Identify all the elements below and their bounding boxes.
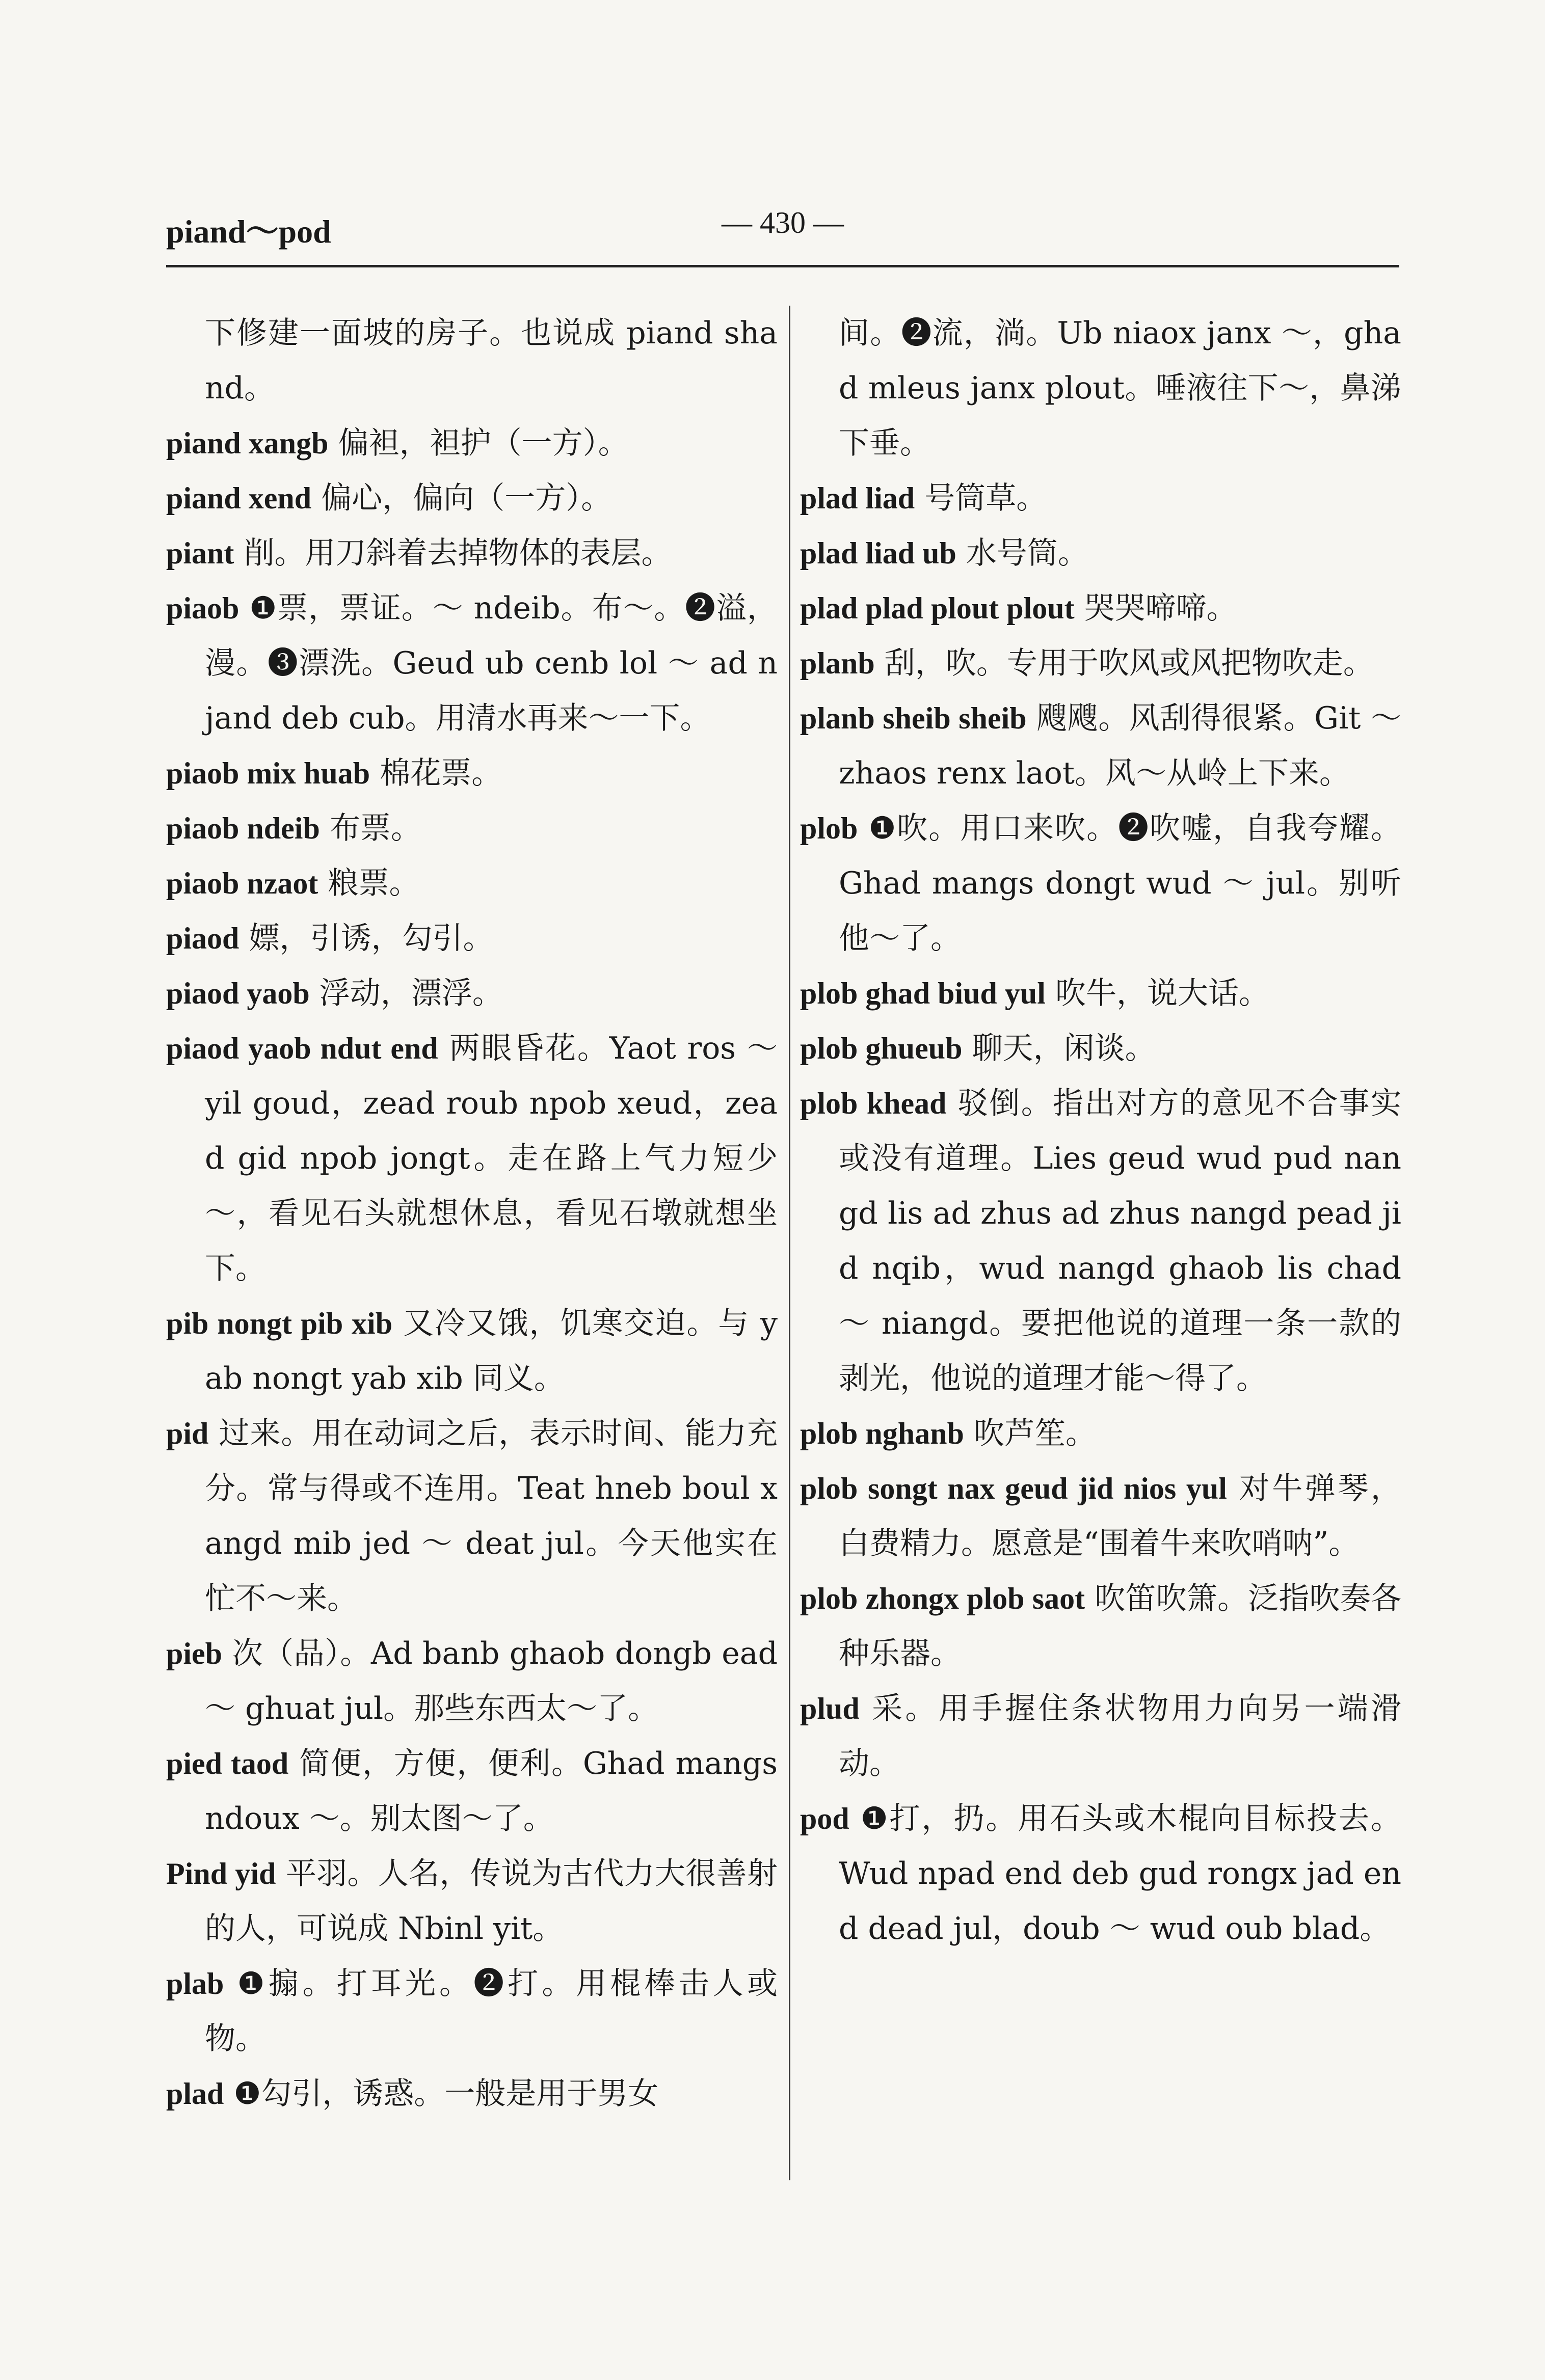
entry-definition: ❶搧。打耳光。❷打。用棍棒击人或物。 [205,1966,778,2057]
entry-headword: plob nghanb [800,1417,964,1450]
dictionary-entry [800,636,1401,691]
dictionary-entry [800,966,1401,1021]
dictionary-entry [166,581,778,746]
running-head: piand～pod [166,213,331,250]
column-divider [789,306,790,2180]
entry-definition: 平羽。人名，传说为古代力大很善射的人，可说成 Nbinl yit。 [205,1856,778,1946]
right-column [800,306,1401,1956]
entry-headword: plab [166,1967,224,2000]
dictionary-entry [800,1076,1401,1406]
entry-headword: pod [800,1802,849,1835]
entry-headword: plud [800,1692,860,1725]
entry-headword: piaob nzaot [166,867,318,900]
entry-headword: piaob ndeib [166,812,320,845]
dictionary-entry [800,1406,1401,1461]
entry-headword: pid [166,1417,209,1450]
dictionary-entry [800,1681,1401,1791]
entry-definition: 号筒草。 [915,480,1047,516]
entry-definition: 嫖，引诱，勾引。 [239,921,494,956]
entry-headword: plad plad plout plout [800,591,1075,625]
entry-definition: 次（品）。Ad banb ghaob dongb ead ～ ghuat jul。那些东西太～了。 [205,1636,778,1726]
entry-headword: plad liad [800,481,915,515]
entry-definition: 又冷又饿，饥寒交迫。与 yab nongt yab xib 同义。 [205,1306,778,1396]
entry-definition: 驳倒。指出对方的意见不合事实或没有道理。Lies geud wud pud nangd lis ad zhus ad zhus nangd pead jid nqib，wud nangd ghaob lis chad ～ niangd。要把他说的道理一条一款的剥光，他说的道理才能～得了。 [839,1086,1401,1396]
dictionary-entry [166,966,778,1021]
dictionary-entry [166,801,778,856]
left-column [166,306,778,2121]
entry-headword: plob songt nax geud jid nios yul [800,1472,1227,1505]
dictionary-entry [166,1021,778,1296]
entry-definition: 哭哭啼啼。 [1074,590,1237,626]
dictionary-entry [166,1626,778,1736]
entry-headword: piaob mix huab [166,756,370,790]
entry-definition: 两眼昏花。Yaot ros ～ yil goud，zead roub npob xeud，zead gid npob jongt。走在路上气力短少～，看见石头就想休息，看见石墩就想坐下。 [205,1031,778,1286]
entry-definition: 水号筒。 [956,535,1088,571]
entry-headword: plob zhongx plob saot [800,1582,1085,1615]
entry-definition: 偏袒，袒护（一方）。 [328,425,629,461]
entry-headword: plob ghueub [800,1032,963,1065]
dictionary-entry [800,1021,1401,1076]
entry-headword: piaod yaob ndut end [166,1032,438,1065]
entry-definition: 吹笛吹箫。泛指吹奏各种乐器。 [839,1581,1402,1671]
entry-headword: plad liad ub [800,536,956,570]
entry-definition: 粮票。 [318,866,420,901]
entry-headword: planb [800,646,875,680]
entry-headword: piand xend [166,481,312,515]
entry-definition: ❶吹。用口来吹。❷吹嘘，自我夸耀。Ghad mangs dongt wud ～ jul。别听他～了。 [839,810,1401,956]
entry-definition: 过来。用在动词之后，表示时间、能力充分。常与得或不连用。Teat hneb boul xangd mib jed ～ deat jul。今天他实在忙不～来。 [205,1416,778,1616]
entry-headword: piaob [166,591,239,625]
entry-headword: Pind yid [166,1857,276,1890]
dictionary-entry [166,471,778,526]
dictionary-entry [166,1736,778,1846]
entry-headword: piaod [166,922,239,955]
dictionary-entry [166,2066,778,2121]
entry-definition: ❶勾引，诱惑。一般是用于男女 [224,2076,659,2112]
page-header [166,201,1399,257]
entry-definition: 对牛弹琴，白费精力。愿意是“围着牛来吹哨呐”。 [839,1471,1402,1561]
entry-headword: piaod yaob [166,977,310,1010]
dictionary-entry [166,1956,778,2066]
dictionary-entry [800,471,1401,526]
entry-definition: 棉花票。 [370,755,502,791]
entry-definition: 采。用手握住条状物用力向另一端滑动。 [839,1691,1401,1781]
entry-definition: 吹牛，说大话。 [1045,976,1270,1011]
entry-headword: planb sheib sheib [800,701,1027,735]
entry-headword: plob khead [800,1087,947,1120]
entry-headword: pib nongt pib xib [166,1307,393,1340]
dictionary-entry [166,306,778,416]
dictionary-entry [166,746,778,801]
entry-headword: plob ghad biud yul [800,977,1046,1010]
dictionary-entry [800,1571,1401,1681]
dictionary-entry [800,1791,1401,1956]
dictionary-entry [800,691,1401,801]
entry-definition: 布票。 [319,810,421,846]
entry-definition: ❶票，票证。～ ndeib。布～。❷溢，漫。❸漂洗。Geud ub cenb lol ～ ad njand deb cub。用清水再来～一下。 [205,590,778,736]
entry-definition: 飕飕。风刮得很紧。Git ～ zhaos renx laot。风～从岭上下来。 [839,700,1402,791]
entry-definition: 削。用刀斜着去掉物体的表层。 [234,535,672,571]
dictionary-entry [166,526,778,581]
entry-headword: plob [800,812,858,845]
entry-definition: 间。❷流，淌。Ub niaox janx ～，ghad mleus janx plout。唾液往下～，鼻涕下垂。 [839,315,1401,461]
dictionary-entry [800,526,1401,581]
entry-headword: plad [166,2077,224,2111]
dictionary-entry [166,1406,778,1626]
entry-definition: ❶打，扔。用石头或木棍向目标投去。Wud npad end deb gud rongx jad end dead jul，doub ～ wud oub blad。 [839,1801,1401,1946]
entry-headword: pieb [166,1637,223,1670]
dictionary-entry [166,416,778,471]
dictionary-entry [166,856,778,911]
dictionary-entry [800,581,1401,636]
entry-definition: 下修建一面坡的房子。也说成 piand shand。 [205,315,778,406]
entry-definition: 吹芦笙。 [964,1416,1096,1451]
dictionary-entry [166,1296,778,1406]
entry-headword: piand xangb [166,426,329,460]
entry-definition: 浮动，漂浮。 [309,976,503,1011]
dictionary-entry [800,1461,1401,1571]
entry-headword: pied taod [166,1747,289,1780]
entry-definition: 聊天，闲谈。 [962,1031,1156,1066]
entry-headword: piant [166,536,234,570]
header-rule [166,265,1399,267]
dictionary-entry [800,306,1401,471]
entry-definition: 刮，吹。专用于吹风或风把物吹走。 [874,645,1374,681]
page-number: — 430 — [722,206,844,239]
dictionary-entry [800,801,1401,966]
dictionary-entry [166,911,778,966]
entry-definition: 偏心，偏向（一方）。 [311,480,612,516]
dictionary-entry [166,1846,778,1956]
entry-definition: 简便，方便，便利。Ghad mangs ndoux ～。别太图～了。 [205,1746,778,1836]
